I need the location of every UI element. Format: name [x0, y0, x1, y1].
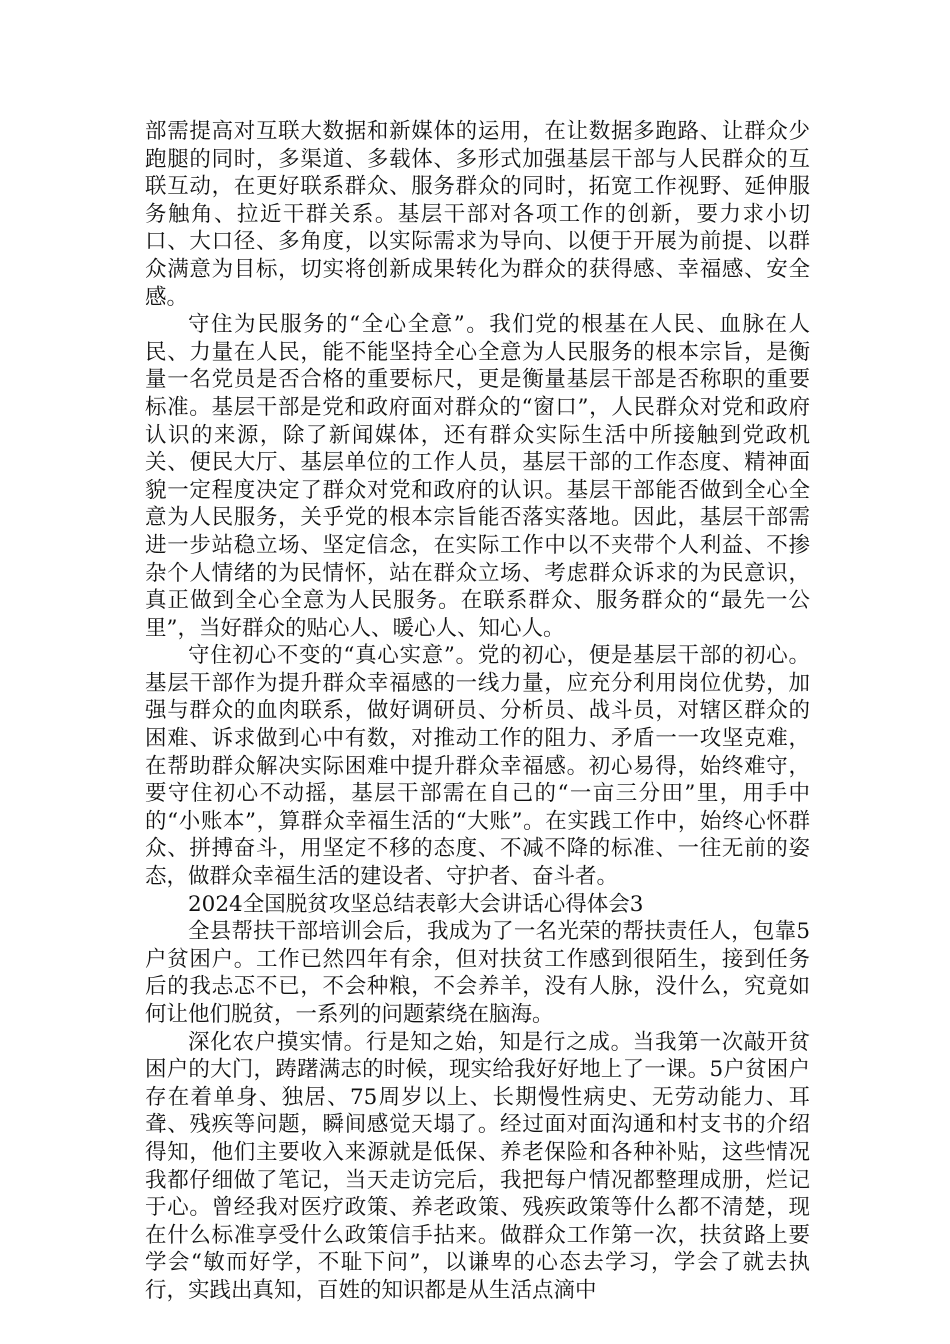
paragraph-wholehearted-service: 守住为民服务的“全心全意”。我们党的根基在人民、血脉在人民、力量在人民，能不能坚持全心全意为人民服务的根本宗旨，是衡量一名党员是否合格的重要标尺，更是衡量基层干部是否称职的重要标准。基层干部是党和政府面对群众的“窗口”，人民群众对党和政府认识的来源，除了新闻媒体，还有群众实际生活中所接触到党政机关、便民大厅、基层单位的工作人员，基层干部的工作态度、精神面貌一定程度决定了群众对党和政府的认识。基层干部能否做到全心全意为人民服务，关乎党的根本宗旨能否落实落地。因此，基层干部需进一步站稳立场、坚定信念，在实际工作中以不夹带个人利益、不掺杂个人情绪的为民情怀，站在群众立场、考虑群众诉求的为民意识，真正做到全心全意为人民服务。在联系群众、服务群众的“最先一公里”，当好群众的贴心人、暖心人、知心人。: [145, 312, 810, 641]
paragraph-household-survey: 深化农户摸实情。行是知之始，知是行之成。当我第一次敲开贫困户的大门，踌躇满志的时候，现实给我好好地上了一课。5户贫困户存在着单身、独居、75周岁以上、长期慢性病史、无劳动能力、耳聋、残疾等问题，瞬间感觉天塌了。经过面对面沟通和村支书的介绍得知，他们主要收入来源就是低保、养老保险和各种补贴，这些情况我都仔细做了笔记，当天走访完后，我把每户情况都整理成册，烂记于心。曾经我对医疗政策、养老政策、残疾政策等什么都不清楚，现在什么标准享受什么政策信手拈来。做群众工作第一次，扶贫路上要学会“敏而好学，不耻下问”，以谦卑的心态去学习，学会了就去执行，实践出真知，百姓的知识都是从生活点滴中: [145, 1029, 810, 1303]
paragraph-continued: 部需提高对互联大数据和新媒体的运用，在让数据多跑路、让群众少跑腿的同时，多渠道、多载体、多形式加强基层干部与人民群众的互联互动，在更好联系群众、服务群众的同时，拓宽工作视野、延伸服务触角、拉近干群关系。基层干部对各项工作的创新，要力求小切口、大口径、多角度，以实际需求为导向、以便于开展为前提、以群众满意为目标，切实将创新成果转化为群众的获得感、幸福感、安全感。: [145, 119, 810, 310]
document-body: [145, 118, 810, 1305]
paragraph-training-intro: 全县帮扶干部培训会后，我成为了一名光荣的帮扶责任人，包靠5户贫困户。工作已然四年有余，但对扶贫工作感到很陌生，接到任务后的我忐忑不已，不会种粮，不会养羊，没有人脉，没什么，究竟如何让他们脱贫，一系列的问题萦绕在脑海。: [145, 919, 810, 1027]
paragraph-original-aspiration: 守住初心不变的“真心实意”。党的初心，便是基层干部的初心。基层干部作为提升群众幸福感的一线力量，应充分利用岗位优势，加强与群众的血肉联系，做好调研员、分析员、战斗员，对辖区群众的困难、诉求做到心中有数，对推动工作的阻力、矛盾一一攻坚克难，在帮助群众解决实际困难中提升群众幸福感。初心易得，始终难守，要守住初心不动摇，基层干部需在自己的“一亩三分田”里，用手中的“小账本”，算群众幸福生活的“大账”。在实践工作中，始终心怀群众、拼搏奋斗，用坚定不移的态度、不减不降的标准、一往无前的姿态，做群众幸福生活的建设者、守护者、奋斗者。: [145, 643, 810, 890]
section-heading: 2024全国脱贫攻坚总结表彰大会讲话心得体会3: [188, 891, 644, 917]
